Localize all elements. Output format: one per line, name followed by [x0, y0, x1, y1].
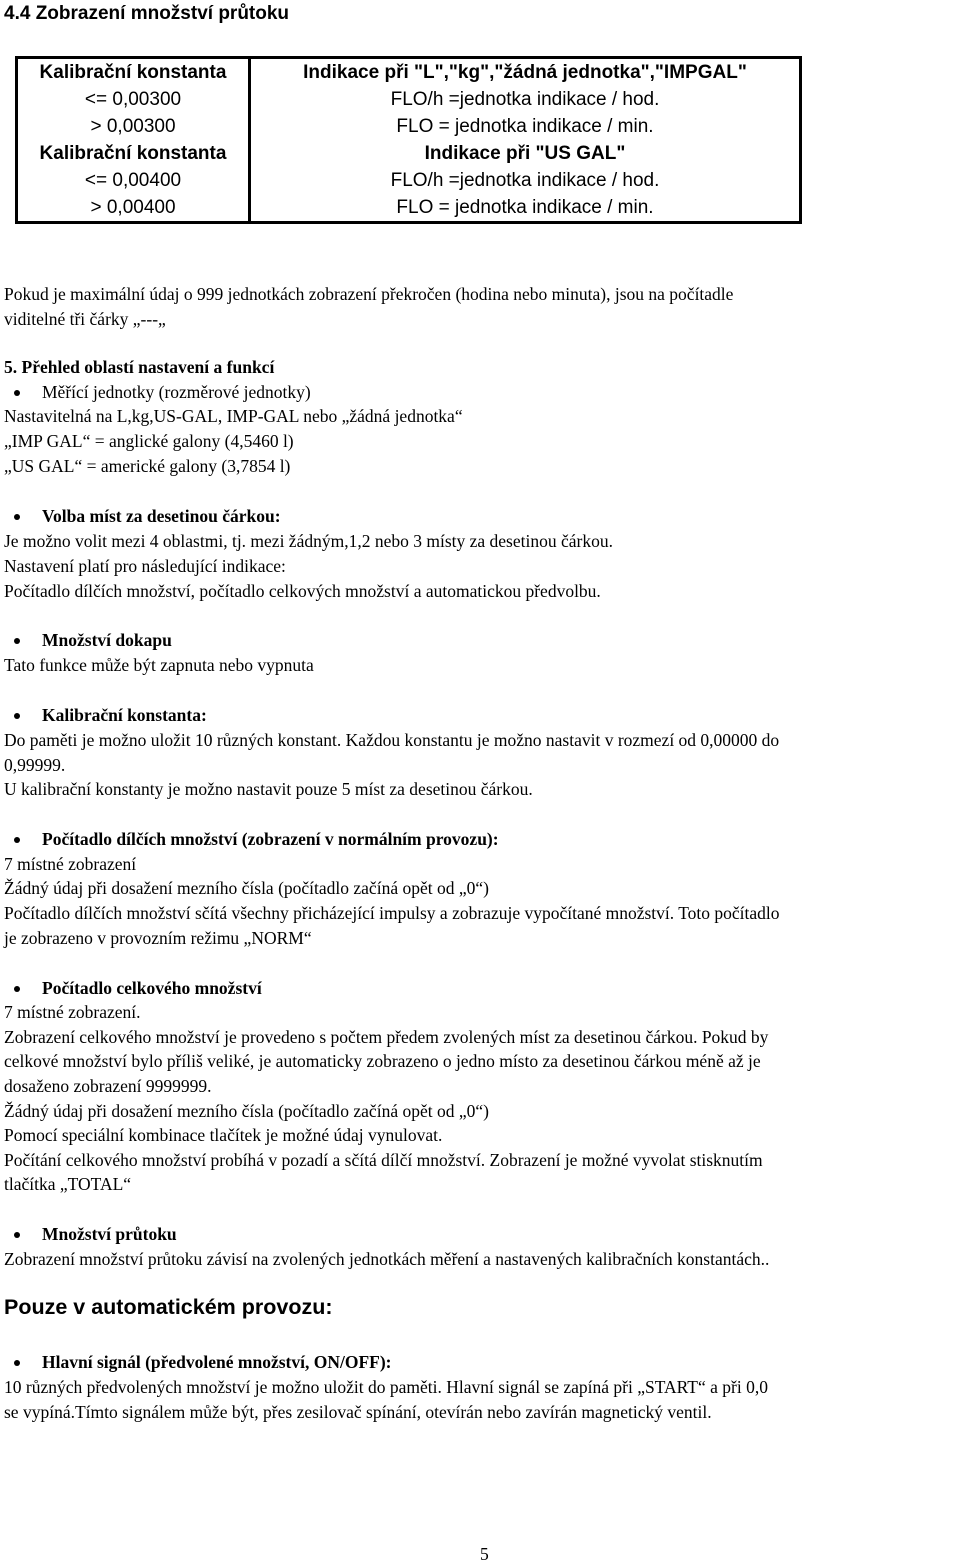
paragraph-line: Nastavitelná na L,kg,US-GAL, IMP-GAL nebo „žádná jednotka“	[4, 406, 463, 426]
paragraph-line: Do paměti je možno uložit 10 různých konstant. Každou konstantu je možno nastavit v rozmezí od 0,00000 do	[4, 730, 780, 750]
bullet-icon	[14, 514, 20, 520]
bullet-icon	[14, 1232, 20, 1238]
table-row	[17, 113, 801, 140]
table-header-cell: Indikace při "L","kg","žádná jednotka","IMPGAL"	[303, 61, 747, 83]
paragraph-line: viditelné tři čárky „---„	[4, 309, 166, 329]
paragraph-line: Tato funkce může být zapnuta nebo vypnuta	[4, 655, 314, 675]
paragraph-line: Pokud je maximální údaj o 999 jednotkách zobrazení překročen (hodina nebo minuta), jsou na počítadle	[4, 284, 734, 304]
chapter-heading: 5. Přehled oblastí nastavení a funkcí	[4, 357, 275, 377]
table-cell: <= 0,00300	[17, 86, 250, 113]
bullet-icon	[14, 713, 20, 719]
paragraph-line: Nastavení platí pro následující indikace:	[4, 556, 286, 576]
table-cell: FLO/h =jednotka indikace / hod.	[390, 169, 660, 191]
table-header-cell: Kalibrační konstanta	[17, 140, 250, 167]
subsection-heading: Pouze v automatickém provozu:	[4, 1295, 333, 1319]
bullet-heading: Množství průtoku	[42, 1224, 177, 1244]
table-row	[17, 86, 801, 113]
bullet-heading: Kalibrační konstanta:	[42, 705, 207, 725]
bullet-heading: Volba míst za desetinou čárkou:	[42, 506, 281, 526]
paragraph-line: 7 místné zobrazení.	[4, 1002, 141, 1022]
table-header-cell: Indikace při "US GAL"	[424, 142, 626, 164]
paragraph-line: Pomocí speciální kombinace tlačítek je možné údaj vynulovat.	[4, 1125, 443, 1145]
bullet-icon	[14, 390, 20, 396]
table-header-row	[17, 58, 801, 87]
bullet-icon	[14, 986, 20, 992]
paragraph-line: U kalibrační konstanty je možno nastavit pouze 5 míst za desetinou čárkou.	[4, 779, 533, 799]
paragraph-line: Žádný údaj při dosažení mezního čísla (počítadlo začíná opět od „0“)	[4, 878, 489, 898]
table-header-row	[17, 140, 801, 167]
table-row	[17, 194, 801, 223]
table-row	[17, 167, 801, 194]
paragraph-line: Zobrazení celkového množství je provedeno s počtem předem zvolených míst za desetinou čárkou. Pokud by	[4, 1027, 769, 1047]
paragraph-line: Počítadlo dílčích množství sčítá všechny přicházející impulsy a zobrazuje vypočítané množství. Toto počítadlo	[4, 903, 780, 923]
paragraph-line: „IMP GAL“ = anglické galony (4,5460 l)	[4, 431, 294, 451]
bullet-heading: Počítadlo dílčích množství (zobrazení v normálním provozu):	[42, 829, 499, 849]
bullet-heading: Počítadlo celkového množství	[42, 978, 262, 998]
paragraph-line: dosaženo zobrazení 9999999.	[4, 1076, 212, 1096]
paragraph-line: Zobrazení množství průtoku závisí na zvolených jednotkách měření a nastavených kalibračních konstantách..	[4, 1249, 770, 1269]
paragraph-line: se vypíná.Tímto signálem může být, přes zesilovač spínání, otevírán nebo zavírán magnetický ventil.	[4, 1402, 712, 1422]
paragraph-line: Počítání celkového množství probíhá v pozadí a sčítá dílčí množství. Zobrazení je možné vyvolat stisknutím	[4, 1150, 763, 1170]
bullet-heading: Hlavní signál (předvolené množství, ON/OFF):	[42, 1352, 392, 1372]
table-header-cell: Kalibrační konstanta	[17, 58, 250, 87]
paragraph-line: Žádný údaj při dosažení mezního čísla (počítadlo začíná opět od „0“)	[4, 1101, 489, 1121]
bullet-text: Měřící jednotky (rozměrové jednotky)	[42, 382, 311, 402]
paragraph-line: 10 různých předvolených množství je možno uložit do paměti. Hlavní signál se zapíná při „START“ a při 0,0	[4, 1377, 768, 1397]
bullet-icon	[14, 1360, 20, 1366]
table-cell: > 0,00300	[17, 113, 250, 140]
table-cell: FLO = jednotka indikace / min.	[396, 115, 654, 137]
paragraph-line: Je možno volit mezi 4 oblastmi, tj. mezi žádným,1,2 nebo 3 místy za desetinou čárkou.	[4, 531, 613, 551]
bullet-heading: Množství dokapu	[42, 630, 172, 650]
paragraph-line: je zobrazeno v provozním režimu „NORM“	[4, 928, 312, 948]
table-cell: > 0,00400	[17, 194, 250, 223]
paragraph-line: Počítadlo dílčích množství, počítadlo celkových množství a automatickou předvolbu.	[4, 581, 601, 601]
bullet-icon	[14, 638, 20, 644]
page-number: 5	[480, 1544, 489, 1564]
table-cell: FLO = jednotka indikace / min.	[396, 196, 654, 218]
table-cell: FLO/h =jednotka indikace / hod.	[390, 88, 660, 110]
paragraph-line: „US GAL“ = americké galony (3,7854 l)	[4, 456, 291, 476]
paragraph-line: celkové množství bylo příliš veliké, je automaticky zobrazeno o jedno místo za desetinou čárkou méně až je	[4, 1051, 761, 1071]
table-cell: <= 0,00400	[17, 167, 250, 194]
paragraph-line: 7 místné zobrazení	[4, 854, 137, 874]
paragraph-line: 0,99999.	[4, 755, 66, 775]
section-heading: 4.4 Zobrazení množství průtoku	[4, 3, 290, 24]
bullet-icon	[14, 837, 20, 843]
paragraph-line: tlačítka „TOTAL“	[4, 1174, 132, 1194]
calibration-table	[15, 56, 802, 224]
